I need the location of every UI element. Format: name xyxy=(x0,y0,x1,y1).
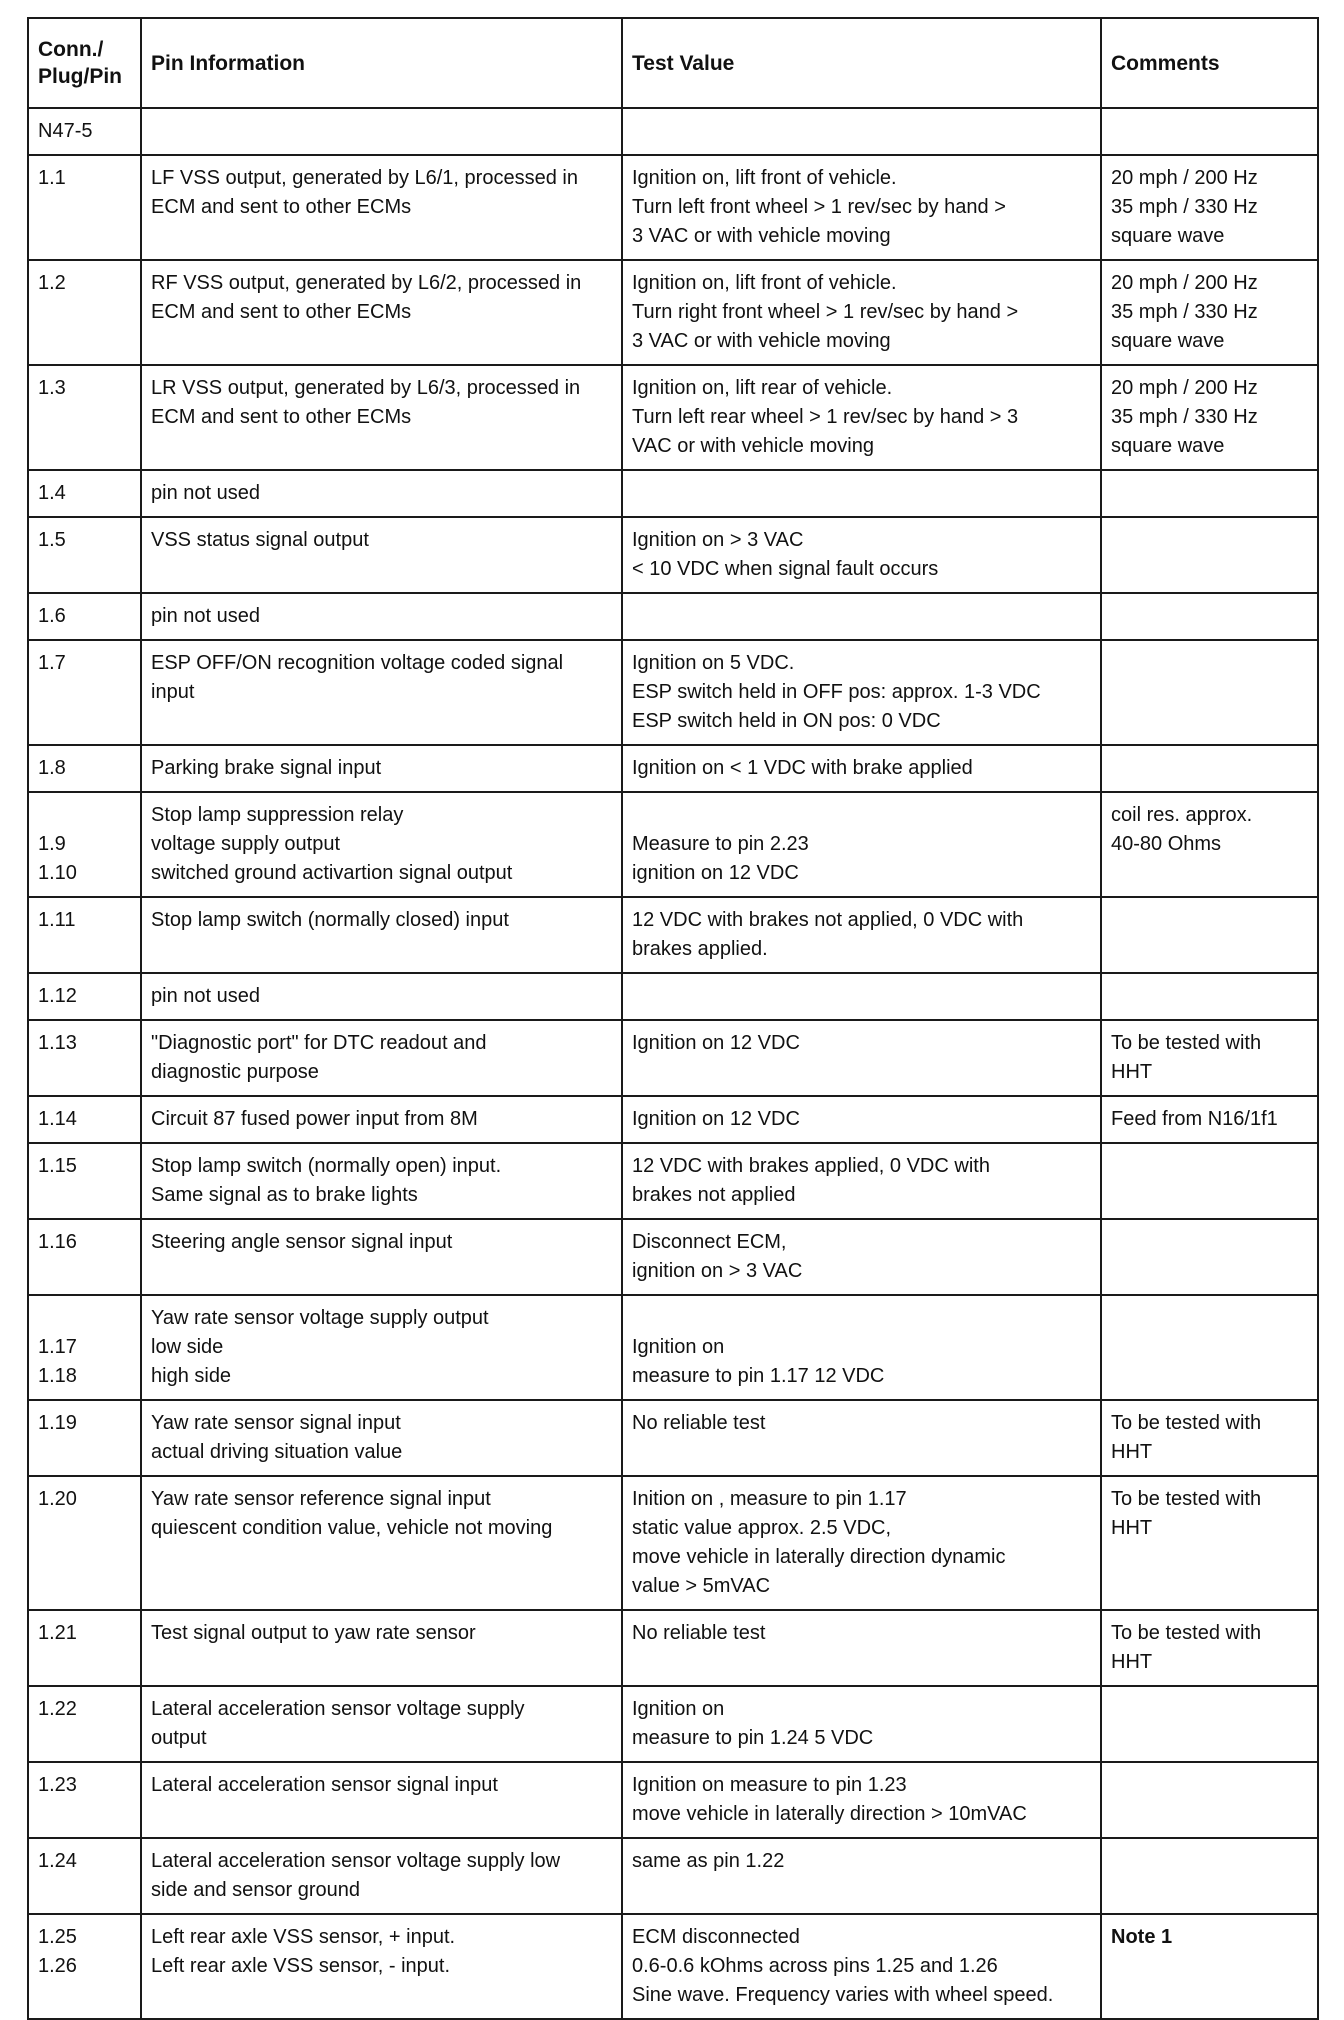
cell-pin: 1.22 xyxy=(28,1686,141,1762)
cell-pin-information: Stop lamp switch (normally open) input. Same signal as to brake lights xyxy=(141,1143,622,1219)
cell-pin: 1.1 xyxy=(28,155,141,260)
cell-test-value: No reliable test xyxy=(622,1610,1101,1686)
table-row xyxy=(28,973,1318,1020)
table-row xyxy=(28,1020,1318,1096)
cell-test-value: Ignition on measure to pin 1.24 5 VDC xyxy=(622,1686,1101,1762)
cell-pin-information: Stop lamp switch (normally closed) input xyxy=(141,897,622,973)
cell-test-value xyxy=(622,108,1101,155)
cell-comments: Feed from N16/1f1 xyxy=(1101,1096,1318,1143)
cell-pin-information: Lateral acceleration sensor signal input xyxy=(141,1762,622,1838)
table-row xyxy=(28,260,1318,365)
cell-comments xyxy=(1101,640,1318,745)
cell-test-value: 12 VDC with brakes applied, 0 VDC with brakes not applied xyxy=(622,1143,1101,1219)
cell-pin: 1.8 xyxy=(28,745,141,792)
cell-pin-information: Steering angle sensor signal input xyxy=(141,1219,622,1295)
cell-pin: 1.19 xyxy=(28,1400,141,1476)
cell-pin: 1.25 1.26 xyxy=(28,1914,141,2019)
header-comments: Comments xyxy=(1101,18,1318,108)
table-row xyxy=(28,108,1318,155)
table-row xyxy=(28,593,1318,640)
table-row xyxy=(28,745,1318,792)
cell-pin: 1.24 xyxy=(28,1838,141,1914)
header-pin-information: Pin Information xyxy=(141,18,622,108)
pin-test-table xyxy=(27,17,1319,2020)
cell-pin: 1.14 xyxy=(28,1096,141,1143)
cell-comments: coil res. approx. 40-80 Ohms xyxy=(1101,792,1318,897)
cell-test-value: same as pin 1.22 xyxy=(622,1838,1101,1914)
cell-pin: 1.13 xyxy=(28,1020,141,1096)
table-row xyxy=(28,1914,1318,2019)
cell-pin-information: LF VSS output, generated by L6/1, processed in ECM and sent to other ECMs xyxy=(141,155,622,260)
cell-pin-information: Test signal output to yaw rate sensor xyxy=(141,1610,622,1686)
table-row xyxy=(28,640,1318,745)
cell-pin: 1.21 xyxy=(28,1610,141,1686)
table-row xyxy=(28,1096,1318,1143)
cell-pin-information: Yaw rate sensor reference signal input quiescent condition value, vehicle not moving xyxy=(141,1476,622,1610)
cell-pin-information: LR VSS output, generated by L6/3, processed in ECM and sent to other ECMs xyxy=(141,365,622,470)
cell-pin: 1.11 xyxy=(28,897,141,973)
table-row xyxy=(28,1400,1318,1476)
cell-test-value: Ignition on, lift rear of vehicle. Turn left rear wheel > 1 rev/sec by hand > 3 VAC or with vehicle moving xyxy=(622,365,1101,470)
cell-pin-information: Stop lamp suppression relay voltage supply output switched ground activartion signal output xyxy=(141,792,622,897)
cell-test-value: Ignition on 12 VDC xyxy=(622,1096,1101,1143)
cell-pin: 1.20 xyxy=(28,1476,141,1610)
cell-comments: To be tested with HHT xyxy=(1101,1476,1318,1610)
cell-pin: 1.2 xyxy=(28,260,141,365)
cell-pin-information: Lateral acceleration sensor voltage supply output xyxy=(141,1686,622,1762)
table-row xyxy=(28,1476,1318,1610)
cell-pin-information: ESP OFF/ON recognition voltage coded signal input xyxy=(141,640,622,745)
cell-comments xyxy=(1101,1838,1318,1914)
header-test-value: Test Value xyxy=(622,18,1101,108)
cell-pin-information: VSS status signal output xyxy=(141,517,622,593)
cell-pin-information xyxy=(141,108,622,155)
table-row xyxy=(28,155,1318,260)
cell-comments: Note 1 xyxy=(1101,1914,1318,2019)
cell-pin-information: Parking brake signal input xyxy=(141,745,622,792)
cell-pin-information: pin not used xyxy=(141,593,622,640)
cell-pin: 1.23 xyxy=(28,1762,141,1838)
cell-test-value: 12 VDC with brakes not applied, 0 VDC with brakes applied. xyxy=(622,897,1101,973)
cell-pin: 1.5 xyxy=(28,517,141,593)
cell-pin: 1.9 1.10 xyxy=(28,792,141,897)
cell-test-value: Ignition on measure to pin 1.17 12 VDC xyxy=(622,1295,1101,1400)
cell-test-value: Inition on , measure to pin 1.17 static value approx. 2.5 VDC, move vehicle in laterally direction dynamic value > 5mVAC xyxy=(622,1476,1101,1610)
cell-pin-information: pin not used xyxy=(141,973,622,1020)
cell-test-value: Measure to pin 2.23 ignition on 12 VDC xyxy=(622,792,1101,897)
table-row xyxy=(28,470,1318,517)
table-row xyxy=(28,1219,1318,1295)
cell-pin-information: Left rear axle VSS sensor, + input. Left rear axle VSS sensor, - input. xyxy=(141,1914,622,2019)
document-page xyxy=(27,17,1317,2020)
table-row xyxy=(28,1295,1318,1400)
header-pin: Conn./ Plug/Pin xyxy=(28,18,141,108)
cell-comments: To be tested with HHT xyxy=(1101,1020,1318,1096)
cell-comments xyxy=(1101,517,1318,593)
cell-pin: 1.7 xyxy=(28,640,141,745)
cell-pin: 1.4 xyxy=(28,470,141,517)
cell-comments xyxy=(1101,897,1318,973)
cell-test-value: Ignition on, lift front of vehicle. Turn right front wheel > 1 rev/sec by hand > 3 VAC or with vehicle moving xyxy=(622,260,1101,365)
cell-comments: 20 mph / 200 Hz 35 mph / 330 Hz square wave xyxy=(1101,365,1318,470)
cell-test-value: Disconnect ECM, ignition on > 3 VAC xyxy=(622,1219,1101,1295)
table-row xyxy=(28,1143,1318,1219)
cell-comments: 20 mph / 200 Hz 35 mph / 330 Hz square wave xyxy=(1101,155,1318,260)
table-row xyxy=(28,897,1318,973)
cell-pin: 1.12 xyxy=(28,973,141,1020)
cell-comments xyxy=(1101,470,1318,517)
cell-test-value: Ignition on 12 VDC xyxy=(622,1020,1101,1096)
table-row xyxy=(28,1762,1318,1838)
cell-test-value: Ignition on 5 VDC. ESP switch held in OFF pos: approx. 1-3 VDC ESP switch held in ON pos: 0 VDC xyxy=(622,640,1101,745)
cell-comments: To be tested with HHT xyxy=(1101,1400,1318,1476)
cell-pin: 1.6 xyxy=(28,593,141,640)
cell-comments xyxy=(1101,1143,1318,1219)
table-row xyxy=(28,792,1318,897)
table-row xyxy=(28,365,1318,470)
cell-test-value: No reliable test xyxy=(622,1400,1101,1476)
table-row xyxy=(28,517,1318,593)
cell-test-value xyxy=(622,593,1101,640)
cell-comments xyxy=(1101,1219,1318,1295)
cell-comments xyxy=(1101,108,1318,155)
cell-pin: 1.16 xyxy=(28,1219,141,1295)
cell-pin: 1.15 xyxy=(28,1143,141,1219)
cell-comments: To be tested with HHT xyxy=(1101,1610,1318,1686)
table-row xyxy=(28,1610,1318,1686)
table-row xyxy=(28,1686,1318,1762)
cell-pin: 1.3 xyxy=(28,365,141,470)
cell-test-value: ECM disconnected 0.6-0.6 kOhms across pins 1.25 and 1.26 Sine wave. Frequency varies with wheel speed. xyxy=(622,1914,1101,2019)
cell-pin-information: pin not used xyxy=(141,470,622,517)
cell-pin-information: "Diagnostic port" for DTC readout and diagnostic purpose xyxy=(141,1020,622,1096)
cell-pin-information: Circuit 87 fused power input from 8M xyxy=(141,1096,622,1143)
cell-comments xyxy=(1101,1295,1318,1400)
cell-test-value xyxy=(622,470,1101,517)
table-row xyxy=(28,1838,1318,1914)
cell-comments: 20 mph / 200 Hz 35 mph / 330 Hz square wave xyxy=(1101,260,1318,365)
cell-comments xyxy=(1101,1762,1318,1838)
table-body xyxy=(28,108,1318,2019)
cell-pin-information: RF VSS output, generated by L6/2, processed in ECM and sent to other ECMs xyxy=(141,260,622,365)
cell-comments xyxy=(1101,745,1318,792)
cell-pin-information: Lateral acceleration sensor voltage supply low side and sensor ground xyxy=(141,1838,622,1914)
cell-comments xyxy=(1101,973,1318,1020)
cell-pin-information: Yaw rate sensor voltage supply output low side high side xyxy=(141,1295,622,1400)
table-header-row xyxy=(28,18,1318,108)
cell-pin-information: Yaw rate sensor signal input actual driving situation value xyxy=(141,1400,622,1476)
cell-test-value: Ignition on < 1 VDC with brake applied xyxy=(622,745,1101,792)
cell-test-value xyxy=(622,973,1101,1020)
cell-pin: N47-5 xyxy=(28,108,141,155)
cell-pin: 1.17 1.18 xyxy=(28,1295,141,1400)
cell-test-value: Ignition on, lift front of vehicle. Turn left front wheel > 1 rev/sec by hand > 3 VAC or with vehicle moving xyxy=(622,155,1101,260)
cell-test-value: Ignition on measure to pin 1.23 move vehicle in laterally direction > 10mVAC xyxy=(622,1762,1101,1838)
cell-test-value: Ignition on > 3 VAC < 10 VDC when signal fault occurs xyxy=(622,517,1101,593)
cell-comments xyxy=(1101,1686,1318,1762)
cell-comments xyxy=(1101,593,1318,640)
